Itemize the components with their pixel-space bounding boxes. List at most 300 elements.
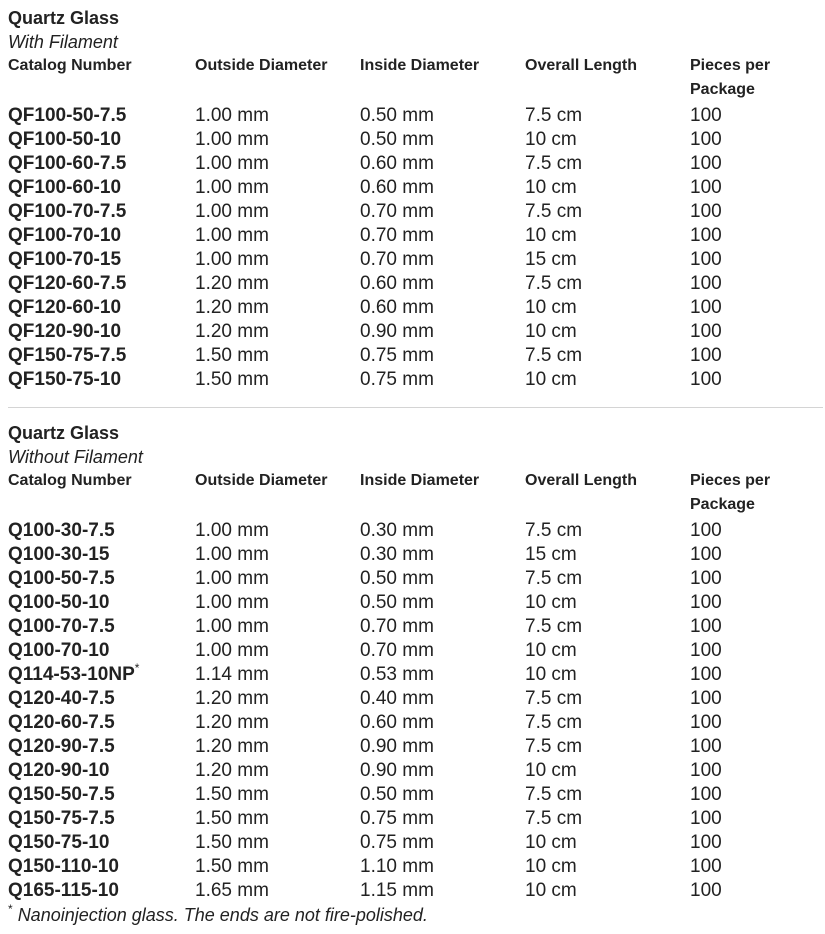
overall-length-value: 10 cm	[525, 760, 577, 781]
catalog-number-value: Q120-90-7.5	[8, 736, 115, 757]
catalog-number-cell	[8, 831, 195, 855]
catalog-number-cell	[8, 591, 195, 615]
outside-diameter-cell	[195, 615, 360, 639]
inside-diameter-value: 0.60 mm	[360, 273, 434, 294]
catalog-number-value: Q114-53-10NP	[8, 664, 135, 685]
header-catalog-number: Catalog Number	[8, 57, 132, 74]
overall-length-value: 7.5 cm	[525, 808, 583, 829]
inside-diameter-cell	[360, 879, 525, 903]
section-title: Quartz Glass	[8, 423, 120, 443]
header-pieces-per-package: Pieces per Package	[690, 472, 771, 513]
inside-diameter-value: 0.60 mm	[360, 153, 434, 174]
pieces-per-package-value: 100	[690, 345, 722, 366]
overall-length-cell	[525, 176, 690, 200]
overall-length-cell	[525, 248, 690, 272]
outside-diameter-value: 1.20 mm	[195, 273, 269, 294]
pieces-per-package-value: 100	[690, 736, 722, 757]
outside-diameter-cell	[195, 855, 360, 879]
inside-diameter-value: 0.53 mm	[360, 664, 434, 685]
inside-diameter-cell	[360, 368, 525, 392]
inside-diameter-cell	[360, 200, 525, 224]
footnote-reference-mark: *	[134, 661, 140, 675]
pieces-per-package-cell	[690, 831, 823, 855]
overall-length-value: 7.5 cm	[525, 153, 583, 174]
outside-diameter-value: 1.50 mm	[195, 784, 269, 805]
inside-diameter-cell	[360, 687, 525, 711]
catalog-number-value: Q100-50-10	[8, 592, 110, 613]
table-row	[8, 591, 823, 615]
outside-diameter-cell	[195, 128, 360, 152]
outside-diameter-cell	[195, 639, 360, 663]
inside-diameter-value: 0.70 mm	[360, 249, 434, 270]
outside-diameter-cell	[195, 879, 360, 903]
table-body	[8, 104, 823, 392]
overall-length-cell	[525, 783, 690, 807]
inside-diameter-value: 0.30 mm	[360, 520, 434, 541]
catalog-number-cell	[8, 272, 195, 296]
catalog-number-value: QF150-75-10	[8, 369, 122, 390]
outside-diameter-cell	[195, 687, 360, 711]
pieces-per-package-cell	[690, 735, 823, 759]
inside-diameter-cell	[360, 783, 525, 807]
pieces-per-package-value: 100	[690, 688, 722, 709]
catalog-number-value: QF150-75-7.5	[8, 345, 127, 366]
catalog-number-cell	[8, 639, 195, 663]
inside-diameter-value: 0.90 mm	[360, 736, 434, 757]
pieces-per-package-value: 100	[690, 856, 722, 877]
table-row	[8, 711, 823, 735]
catalog-number-value: QF100-60-7.5	[8, 153, 127, 174]
catalog-number-value: Q165-115-10	[8, 880, 119, 901]
overall-length-value: 10 cm	[525, 640, 577, 661]
section-with-filament	[8, 6, 823, 392]
catalog-number-cell	[8, 176, 195, 200]
inside-diameter-value: 0.40 mm	[360, 688, 434, 709]
table-row	[8, 759, 823, 783]
outside-diameter-value: 1.20 mm	[195, 297, 269, 318]
outside-diameter-value: 1.50 mm	[195, 808, 269, 829]
overall-length-cell	[525, 344, 690, 368]
pieces-per-package-cell	[690, 152, 823, 176]
inside-diameter-cell	[360, 128, 525, 152]
catalog-number-value: QF100-70-10	[8, 225, 122, 246]
catalog-number-cell	[8, 200, 195, 224]
overall-length-value: 10 cm	[525, 369, 577, 390]
table-header-row	[8, 469, 823, 519]
pieces-per-package-cell	[690, 567, 823, 591]
pieces-per-package-cell	[690, 344, 823, 368]
outside-diameter-value: 1.00 mm	[195, 249, 269, 270]
overall-length-value: 15 cm	[525, 544, 577, 565]
pieces-per-package-cell	[690, 272, 823, 296]
pieces-per-package-value: 100	[690, 225, 722, 246]
inside-diameter-cell	[360, 591, 525, 615]
pieces-per-package-cell	[690, 759, 823, 783]
table-row	[8, 567, 823, 591]
inside-diameter-value: 0.90 mm	[360, 760, 434, 781]
outside-diameter-value: 1.20 mm	[195, 712, 269, 733]
table-row	[8, 104, 823, 128]
pieces-per-package-cell	[690, 368, 823, 392]
pieces-per-package-value: 100	[690, 784, 722, 805]
catalog-number-cell	[8, 759, 195, 783]
overall-length-cell	[525, 759, 690, 783]
pieces-per-package-value: 100	[690, 201, 722, 222]
outside-diameter-value: 1.00 mm	[195, 616, 269, 637]
inside-diameter-cell	[360, 807, 525, 831]
catalog-number-value: Q120-40-7.5	[8, 688, 115, 709]
pieces-per-package-cell	[690, 128, 823, 152]
outside-diameter-value: 1.20 mm	[195, 321, 269, 342]
pieces-per-package-value: 100	[690, 249, 722, 270]
overall-length-value: 10 cm	[525, 321, 577, 342]
pieces-per-package-value: 100	[690, 568, 722, 589]
pieces-per-package-cell	[690, 248, 823, 272]
table-row	[8, 368, 823, 392]
pieces-per-package-cell	[690, 104, 823, 128]
inside-diameter-cell	[360, 567, 525, 591]
inside-diameter-cell	[360, 615, 525, 639]
outside-diameter-value: 1.00 mm	[195, 201, 269, 222]
footnote	[8, 903, 823, 927]
table-row	[8, 639, 823, 663]
pieces-per-package-value: 100	[690, 664, 722, 685]
catalog-number-value: QF100-50-7.5	[8, 105, 127, 126]
outside-diameter-value: 1.00 mm	[195, 225, 269, 246]
catalog-number-cell	[8, 224, 195, 248]
overall-length-cell	[525, 567, 690, 591]
pieces-per-package-value: 100	[690, 297, 722, 318]
catalog-number-value: QF120-90-10	[8, 321, 122, 342]
outside-diameter-value: 1.00 mm	[195, 177, 269, 198]
overall-length-value: 7.5 cm	[525, 688, 583, 709]
header-catalog-number: Catalog Number	[8, 472, 132, 489]
inside-diameter-cell	[360, 176, 525, 200]
inside-diameter-value: 0.50 mm	[360, 129, 434, 150]
outside-diameter-cell	[195, 759, 360, 783]
outside-diameter-cell	[195, 368, 360, 392]
pieces-per-package-value: 100	[690, 592, 722, 613]
overall-length-cell	[525, 639, 690, 663]
catalog-number-cell	[8, 248, 195, 272]
pieces-per-package-cell	[690, 711, 823, 735]
overall-length-value: 7.5 cm	[525, 273, 583, 294]
catalog-number-cell	[8, 368, 195, 392]
catalog-number-cell	[8, 543, 195, 567]
outside-diameter-value: 1.65 mm	[195, 880, 269, 901]
overall-length-cell	[525, 152, 690, 176]
table-row	[8, 272, 823, 296]
section-divider	[8, 407, 823, 408]
outside-diameter-value: 1.20 mm	[195, 736, 269, 757]
inside-diameter-cell	[360, 543, 525, 567]
inside-diameter-cell	[360, 344, 525, 368]
footnote-text: Nanoinjection glass. The ends are not fire-polished.	[17, 905, 428, 925]
inside-diameter-value: 0.90 mm	[360, 321, 434, 342]
header-inside-diameter: Inside Diameter	[360, 472, 480, 489]
inside-diameter-value: 0.50 mm	[360, 592, 434, 613]
outside-diameter-cell	[195, 200, 360, 224]
table-row	[8, 615, 823, 639]
catalog-number-cell	[8, 296, 195, 320]
pieces-per-package-value: 100	[690, 616, 722, 637]
overall-length-cell	[525, 543, 690, 567]
catalog-number-cell	[8, 519, 195, 543]
overall-length-value: 7.5 cm	[525, 736, 583, 757]
overall-length-value: 7.5 cm	[525, 784, 583, 805]
outside-diameter-cell	[195, 831, 360, 855]
pieces-per-package-cell	[690, 320, 823, 344]
overall-length-value: 10 cm	[525, 225, 577, 246]
pieces-per-package-cell	[690, 176, 823, 200]
overall-length-value: 10 cm	[525, 177, 577, 198]
overall-length-cell	[525, 831, 690, 855]
header-outside-diameter: Outside Diameter	[195, 472, 328, 489]
catalog-number-cell	[8, 344, 195, 368]
overall-length-value: 7.5 cm	[525, 616, 583, 637]
inside-diameter-value: 0.30 mm	[360, 544, 434, 565]
overall-length-value: 7.5 cm	[525, 568, 583, 589]
outside-diameter-value: 1.50 mm	[195, 856, 269, 877]
catalog-number-value: Q120-60-7.5	[8, 712, 115, 733]
pieces-per-package-value: 100	[690, 177, 722, 198]
overall-length-value: 7.5 cm	[525, 105, 583, 126]
outside-diameter-cell	[195, 807, 360, 831]
pieces-per-package-value: 100	[690, 640, 722, 661]
catalog-number-cell	[8, 855, 195, 879]
table-row	[8, 296, 823, 320]
overall-length-cell	[525, 200, 690, 224]
overall-length-value: 10 cm	[525, 592, 577, 613]
section-subtitle: Without Filament	[8, 447, 143, 467]
catalog-number-value: QF100-60-10	[8, 177, 122, 198]
table-row	[8, 879, 823, 903]
outside-diameter-cell	[195, 519, 360, 543]
header-pieces-per-package: Pieces per Package	[690, 57, 771, 98]
inside-diameter-cell	[360, 663, 525, 687]
catalog-number-value: Q150-75-7.5	[8, 808, 115, 829]
inside-diameter-value: 0.50 mm	[360, 784, 434, 805]
outside-diameter-value: 1.00 mm	[195, 568, 269, 589]
catalog-number-value: Q100-50-7.5	[8, 568, 115, 589]
footnote-mark: *	[8, 902, 13, 916]
pieces-per-package-value: 100	[690, 832, 722, 853]
catalog-number-value: Q100-70-10	[8, 640, 110, 661]
catalog-number-value: QF120-60-7.5	[8, 273, 127, 294]
catalog-number-value: QF120-60-10	[8, 297, 122, 318]
catalog-number-cell	[8, 320, 195, 344]
overall-length-cell	[525, 519, 690, 543]
catalog-number-cell	[8, 735, 195, 759]
overall-length-cell	[525, 591, 690, 615]
overall-length-value: 7.5 cm	[525, 520, 583, 541]
pieces-per-package-cell	[690, 296, 823, 320]
catalog-number-value: Q100-30-7.5	[8, 520, 115, 541]
pieces-per-package-cell	[690, 663, 823, 687]
table-row	[8, 344, 823, 368]
overall-length-value: 7.5 cm	[525, 345, 583, 366]
overall-length-cell	[525, 807, 690, 831]
outside-diameter-value: 1.00 mm	[195, 640, 269, 661]
outside-diameter-cell	[195, 663, 360, 687]
table-header-row	[8, 54, 823, 104]
outside-diameter-value: 1.50 mm	[195, 369, 269, 390]
inside-diameter-cell	[360, 248, 525, 272]
catalog-number-cell	[8, 807, 195, 831]
table-row	[8, 248, 823, 272]
inside-diameter-cell	[360, 639, 525, 663]
pieces-per-package-value: 100	[690, 808, 722, 829]
outside-diameter-cell	[195, 783, 360, 807]
section-title: Quartz Glass	[8, 8, 120, 28]
overall-length-value: 7.5 cm	[525, 712, 583, 733]
inside-diameter-cell	[360, 320, 525, 344]
table-row	[8, 176, 823, 200]
inside-diameter-value: 0.60 mm	[360, 712, 434, 733]
header-overall-length: Overall Length	[525, 57, 638, 74]
pieces-per-package-value: 100	[690, 321, 722, 342]
overall-length-cell	[525, 128, 690, 152]
inside-diameter-value: 0.70 mm	[360, 616, 434, 637]
catalog-number-cell	[8, 615, 195, 639]
table-body	[8, 519, 823, 903]
overall-length-cell	[525, 855, 690, 879]
outside-diameter-value: 1.14 mm	[195, 664, 269, 685]
overall-length-value: 10 cm	[525, 297, 577, 318]
catalog-number-value: QF100-70-7.5	[8, 201, 127, 222]
outside-diameter-value: 1.00 mm	[195, 544, 269, 565]
pieces-per-package-cell	[690, 591, 823, 615]
overall-length-value: 10 cm	[525, 129, 577, 150]
catalog-number-cell	[8, 663, 195, 687]
inside-diameter-value: 0.75 mm	[360, 345, 434, 366]
header-outside-diameter: Outside Diameter	[195, 57, 328, 74]
inside-diameter-value: 0.60 mm	[360, 297, 434, 318]
table-row	[8, 152, 823, 176]
pieces-per-package-value: 100	[690, 105, 722, 126]
pieces-per-package-cell	[690, 855, 823, 879]
catalog-number-value: Q150-110-10	[8, 856, 119, 877]
overall-length-cell	[525, 879, 690, 903]
section-subtitle: With Filament	[8, 32, 118, 52]
overall-length-cell	[525, 663, 690, 687]
pieces-per-package-value: 100	[690, 273, 722, 294]
inside-diameter-cell	[360, 855, 525, 879]
catalog-number-cell	[8, 711, 195, 735]
outside-diameter-cell	[195, 152, 360, 176]
pieces-per-package-value: 100	[690, 129, 722, 150]
pieces-per-package-cell	[690, 687, 823, 711]
outside-diameter-cell	[195, 344, 360, 368]
catalog-number-cell	[8, 104, 195, 128]
overall-length-value: 10 cm	[525, 832, 577, 853]
overall-length-cell	[525, 320, 690, 344]
pieces-per-package-value: 100	[690, 760, 722, 781]
inside-diameter-cell	[360, 152, 525, 176]
outside-diameter-cell	[195, 591, 360, 615]
inside-diameter-value: 0.50 mm	[360, 105, 434, 126]
pieces-per-package-value: 100	[690, 712, 722, 733]
overall-length-cell	[525, 711, 690, 735]
table-row	[8, 687, 823, 711]
pieces-per-package-value: 100	[690, 153, 722, 174]
table-row	[8, 783, 823, 807]
pieces-per-package-cell	[690, 543, 823, 567]
overall-length-cell	[525, 104, 690, 128]
overall-length-cell	[525, 615, 690, 639]
outside-diameter-value: 1.00 mm	[195, 520, 269, 541]
catalog-number-value: QF100-70-15	[8, 249, 122, 270]
inside-diameter-value: 0.75 mm	[360, 808, 434, 829]
table-row	[8, 200, 823, 224]
inside-diameter-cell	[360, 735, 525, 759]
catalog-number-cell	[8, 783, 195, 807]
pieces-per-package-cell	[690, 639, 823, 663]
outside-diameter-value: 1.00 mm	[195, 153, 269, 174]
pieces-per-package-cell	[690, 519, 823, 543]
table-row	[8, 128, 823, 152]
inside-diameter-value: 1.15 mm	[360, 880, 434, 901]
header-overall-length: Overall Length	[525, 472, 638, 489]
inside-diameter-cell	[360, 831, 525, 855]
inside-diameter-cell	[360, 104, 525, 128]
catalog-number-cell	[8, 152, 195, 176]
inside-diameter-value: 0.60 mm	[360, 177, 434, 198]
overall-length-value: 10 cm	[525, 880, 577, 901]
catalog-number-value: Q100-30-15	[8, 544, 110, 565]
outside-diameter-value: 1.50 mm	[195, 345, 269, 366]
spec-table-with-filament	[8, 54, 823, 392]
spec-table-without-filament	[8, 469, 823, 903]
outside-diameter-value: 1.00 mm	[195, 592, 269, 613]
inside-diameter-cell	[360, 759, 525, 783]
pieces-per-package-cell	[690, 200, 823, 224]
inside-diameter-value: 1.10 mm	[360, 856, 434, 877]
overall-length-cell	[525, 296, 690, 320]
inside-diameter-cell	[360, 224, 525, 248]
table-row	[8, 224, 823, 248]
inside-diameter-value: 0.70 mm	[360, 201, 434, 222]
catalog-number-cell	[8, 567, 195, 591]
header-inside-diameter: Inside Diameter	[360, 57, 480, 74]
pieces-per-package-cell	[690, 615, 823, 639]
outside-diameter-cell	[195, 176, 360, 200]
outside-diameter-cell	[195, 272, 360, 296]
inside-diameter-cell	[360, 296, 525, 320]
catalog-number-value: Q100-70-7.5	[8, 616, 115, 637]
inside-diameter-value: 0.75 mm	[360, 369, 434, 390]
outside-diameter-value: 1.00 mm	[195, 129, 269, 150]
overall-length-value: 7.5 cm	[525, 201, 583, 222]
outside-diameter-cell	[195, 735, 360, 759]
outside-diameter-cell	[195, 711, 360, 735]
table-row	[8, 519, 823, 543]
catalog-number-value: Q150-75-10	[8, 832, 110, 853]
outside-diameter-cell	[195, 248, 360, 272]
inside-diameter-value: 0.75 mm	[360, 832, 434, 853]
outside-diameter-value: 1.20 mm	[195, 760, 269, 781]
catalog-number-cell	[8, 687, 195, 711]
overall-length-cell	[525, 735, 690, 759]
outside-diameter-cell	[195, 543, 360, 567]
pieces-per-package-value: 100	[690, 520, 722, 541]
catalog-number-value: QF100-50-10	[8, 129, 122, 150]
table-row	[8, 320, 823, 344]
overall-length-value: 10 cm	[525, 664, 577, 685]
section-without-filament	[8, 421, 823, 903]
table-row	[8, 855, 823, 879]
table-row	[8, 735, 823, 759]
